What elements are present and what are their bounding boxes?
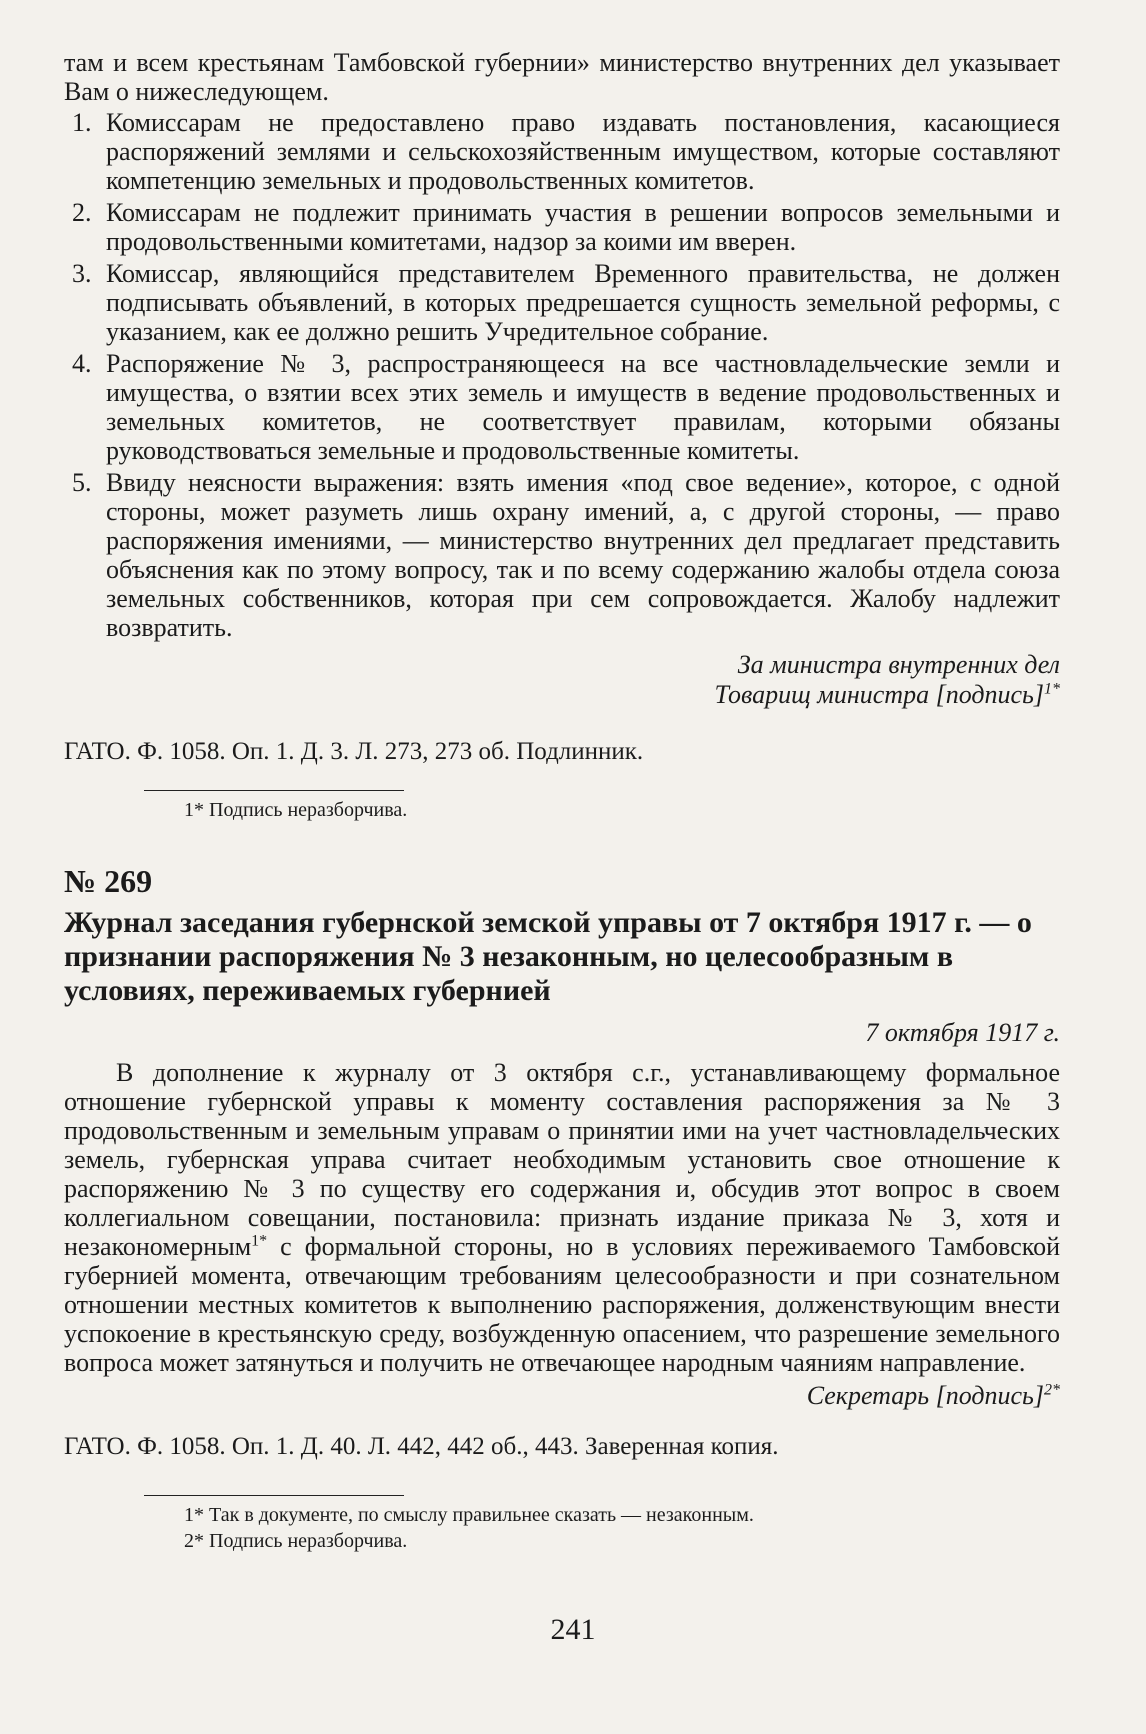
item-text: Распоряжение № 3, распространяющееся на все частновладельческие земли и имущества, о взятии всех этих земель и имуществ в ведение продовольственных и земельных комитетов, не соответствует правилам, которыми обязаны руководствоваться земельные и продовольственные комитеты. — [106, 349, 1060, 465]
signature-text: Товарищ министра [подпись] — [714, 680, 1044, 709]
document-number: № 269 — [64, 863, 153, 899]
item-number: 4. — [72, 349, 92, 378]
document-title: Журнал заседания губернской земской управы от 7 октября 1917 г. — о признании распоряжения № 3 незаконным, но целесообразным в условиях, переживаемых губернией — [64, 906, 1032, 1007]
list-item — [64, 108, 1060, 195]
intro-paragraph: там и всем крестьянам Тамбовской губернии» министерство внутренних дел указывает Вам о нижеследующем. — [64, 48, 1060, 106]
body-text-part2: с формальной стороны, но в условиях переживаемого Тамбовской губернией момента, отвечающим требованиям целесообразности и при сознательном отношении местных комитетов к выполнению распоряжения, долженствующим внести успокоение в крестьянскую среду, возбужденную опасением, что разрешение земельного вопроса может затянуться и получить не отвечающее народным чаяниям направление. — [64, 1232, 1060, 1377]
list-item — [64, 468, 1060, 642]
item-text: Комиссар, являющийся представителем Временного правительства, не должен подписывать объявлений, в которых предрешается сущность земельной реформы, с указанием, как ее должно решить Учредительное собрание. — [106, 259, 1060, 346]
item-text: Ввиду неясности выражения: взять имения «под свое ведение», которое, с одной стороны, может разуметь лишь охрану имений, а, с другой стороны, — право распоряжения имениями, — министерство внутренних дел предлагает представить объяснения как по этому вопросу, так и по всему содержанию жалобы отдела союза земельных собственников, которая при сем сопровождается. Жалобу надлежит возвратить. — [106, 468, 1060, 642]
footnote-divider — [144, 1495, 404, 1496]
list-item — [64, 259, 1060, 346]
item-number: 3. — [72, 259, 92, 288]
list-item — [64, 198, 1060, 256]
footnote-mark: 1* — [1044, 680, 1060, 698]
body-paragraph — [64, 1058, 1060, 1377]
signature-title: За министра внутренних дел — [737, 650, 1060, 679]
numbered-list — [64, 108, 1060, 642]
archive-reference-1: ГАТО. Ф. 1058. Оп. 1. Д. 3. Л. 273, 273 об. Подлинник. — [64, 738, 644, 765]
footnote: 2* Подпись неразборчива. — [184, 1530, 408, 1552]
item-number: 1. — [72, 108, 92, 137]
footnote-mark: 1* — [251, 1232, 268, 1250]
signature-line — [64, 680, 1060, 710]
signature-text: Секретарь [подпись] — [806, 1381, 1044, 1410]
list-item — [64, 349, 1060, 465]
item-number: 2. — [72, 198, 92, 227]
footnote: 1* Так в документе, по смыслу правильнее сказать — незаконным. — [184, 1504, 754, 1526]
footnote-divider — [144, 790, 404, 791]
footnote: 1* Подпись неразборчива. — [184, 799, 408, 821]
page-number: 241 — [550, 1613, 596, 1646]
signature-block-2 — [64, 1381, 1060, 1411]
signature-block-1 — [64, 650, 1060, 710]
item-text: Комиссарам не предоставлено право издавать постановления, касающиеся распоряжений землями и сельскохозяйственным имуществом, которые составляют компетенцию земельных и продовольственных комитетов. — [106, 108, 1060, 195]
document-date: 7 октября 1917 г. — [865, 1018, 1060, 1047]
body-text-part1: В дополнение к журналу от 3 октября с.г., устанавливающему формальное отношение губернской управы к моменту составления распоряжения за № 3 продовольственным и земельным управам о принятии ими на учет частновладельческих земель, губернская управа считает необходимым установить свое отношение к распоряжению № 3 по существу его содержания и, обсудив этот вопрос в своем коллегиальном совещании, постановила: признать издание приказа № 3, хотя и незакономерным — [64, 1058, 1060, 1261]
item-text: Комиссарам не подлежит принимать участия в решении вопросов земельными и продовольственными комитетами, надзор за коими им вверен. — [106, 198, 1060, 256]
footnote-mark: 2* — [1044, 1381, 1060, 1399]
archive-reference-2: ГАТО. Ф. 1058. Оп. 1. Д. 40. Л. 442, 442 об., 443. Заверенная копия. — [64, 1433, 779, 1460]
item-number: 5. — [72, 468, 92, 497]
